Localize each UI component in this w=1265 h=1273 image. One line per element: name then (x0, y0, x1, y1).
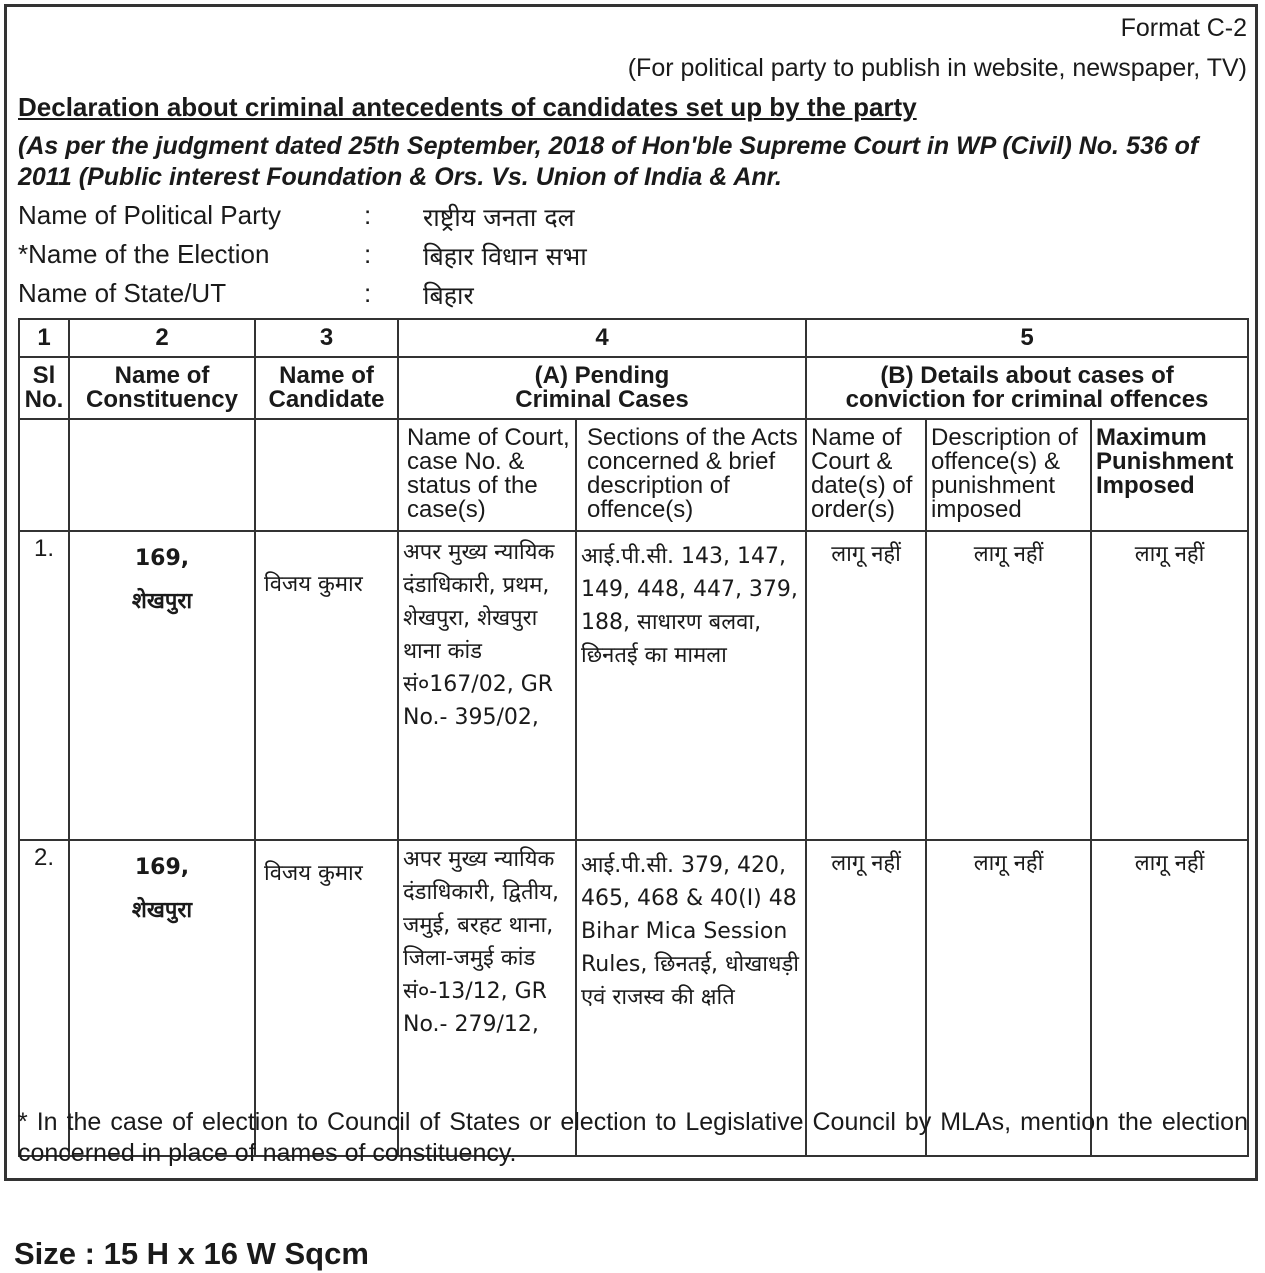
col-name-sl: Sl No. (19, 357, 69, 419)
candidate-cell: विजय कुमार (255, 531, 398, 840)
conviction-desc-cell: लागू नहीं (926, 840, 1091, 1156)
declaration-title: Declaration about criminal antecedents of candidates set up by the party (18, 92, 917, 122)
col-name-conviction: (B) Details about cases of conviction for criminal offences (806, 357, 1248, 419)
conviction-desc-cell: लागू नहीं (926, 531, 1091, 840)
constituency-number: 169, (134, 855, 190, 880)
col-number: 5 (806, 319, 1248, 357)
constituency-name: शेखपुरा (131, 898, 193, 923)
conviction-court-cell: लागू नहीं (806, 840, 926, 1156)
format-label: Format C-2 (1120, 14, 1247, 42)
col-number: 4 (398, 319, 806, 357)
max-punishment-cell: लागू नहीं (1091, 531, 1248, 840)
footnote: * In the case of election to Council of States or election to Legislative Council by MLAs, mention the election concerned in place of names of constituency. (18, 1108, 1248, 1167)
candidate-cell: विजय कुमार (255, 840, 398, 1156)
sub-header-sections: Sections of the Acts concerned & brief description of offence(s) (576, 419, 806, 531)
judgment-reference: (As per the judgment dated 25th September, 2018 of Hon'ble Supreme Court in WP (Civil) No. 536 of 2011 (Public interest Foundation & Ors. Vs. Union of India & Anr. (18, 132, 1199, 191)
column-name-row (19, 357, 1248, 419)
col-name-candidate: Name of Candidate (255, 357, 398, 419)
sub-header-row (19, 419, 1248, 531)
constituency-number: 169, (134, 546, 190, 571)
sub-header-conv-court: Name of Court & date(s) of order(s) (806, 419, 926, 531)
court-cell: अपर मुख्य न्यायिक दंडाधिकारी, द्वितीय, जमुई, बरहट थाना, जिला-जमुई कांड सं०-13/12, GR No.- 279/12, (398, 840, 576, 1156)
sl-cell: 1. (19, 531, 69, 840)
column-number-row (19, 319, 1248, 357)
sub-header-conv-desc: Description of offence(s) & punishment imposed (926, 419, 1091, 531)
sections-cell: आई.पी.सी. 143, 147, 149, 448, 447, 379, 188, साधारण बलवा, छिनतई का मामला (576, 531, 806, 840)
constituency-cell (69, 531, 255, 840)
state-label: Name of State/UT (18, 278, 227, 308)
party-label: Name of Political Party (18, 200, 281, 230)
colon: : (364, 278, 372, 308)
party-value: राष्ट्रीय जनता दल (423, 203, 575, 232)
col-name-constituency: Name of Constituency (69, 357, 255, 419)
col-number: 2 (69, 319, 255, 357)
max-punishment-cell: लागू नहीं (1091, 840, 1248, 1156)
sub-header-court: Name of Court, case No. & status of the case(s) (398, 419, 576, 531)
purpose-line: (For political party to publish in website, newspaper, TV) (627, 54, 1247, 82)
table-row (19, 531, 1248, 840)
col-number: 3 (255, 319, 398, 357)
col-name-pending-cases: (A) Pending Criminal Cases (398, 357, 806, 419)
colon: : (364, 200, 372, 230)
sections-cell: आई.पी.सी. 379, 420, 465, 468 & 40(I) 48 Bihar Mica Session Rules, छिनतई, धोखाधड़ी एवं राजस्व की क्षति (576, 840, 806, 1156)
court-cell: अपर मुख्य न्यायिक दंडाधिकारी, प्रथम, शेखपुरा, शेखपुरा थाना कांड सं०167/02, GR No.- 395/02, (398, 531, 576, 840)
criminal-antecedents-table (18, 318, 1249, 1157)
election-value: बिहार विधान सभा (423, 242, 587, 271)
col-number: 1 (19, 319, 69, 357)
election-label: *Name of the Election (18, 239, 270, 269)
conviction-court-cell: लागू नहीं (806, 531, 926, 840)
constituency-name: शेखपुरा (131, 589, 193, 614)
sub-header-max-punishment: Maximum Punishment Imposed (1091, 419, 1248, 531)
sl-cell: 2. (19, 840, 69, 1156)
colon: : (364, 239, 372, 269)
size-note: Size : 15 H x 16 W Sqcm (14, 1236, 369, 1271)
state-value: बिहार (423, 281, 474, 310)
